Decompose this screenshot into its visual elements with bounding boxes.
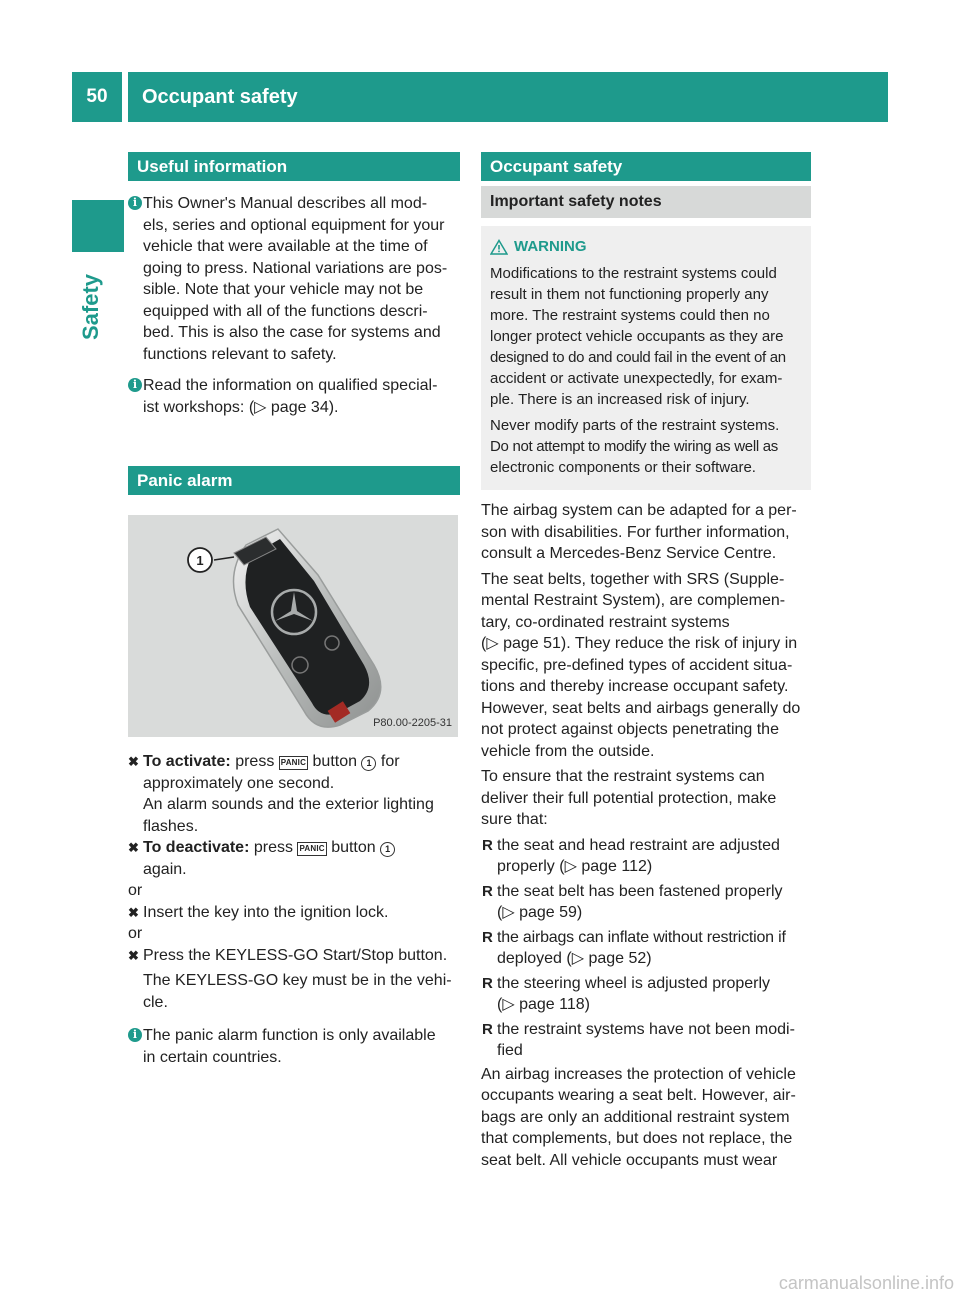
text-line: (▷ page 118): [497, 996, 590, 1013]
warning-title-text: WARNING: [514, 238, 587, 255]
text-line: mental Restraint System), are complemen-: [481, 592, 786, 609]
panic-key-icon: PANIC: [297, 842, 326, 856]
text-line: the steering wheel is adjusted properly: [497, 974, 771, 992]
or-text: or: [128, 882, 143, 899]
step-press-keyless: [128, 945, 460, 1014]
watermark: carmanualsonline.info: [778, 1273, 954, 1293]
text-line: functions relevant to safety.: [143, 345, 337, 363]
list-item: [481, 973, 811, 1016]
text-line: cle.: [143, 993, 168, 1011]
text-line: fied: [497, 1042, 523, 1059]
text-line: vehicle from the outside.: [481, 742, 655, 760]
bullet-icon: R: [482, 928, 493, 946]
page-title: Occupant safety: [128, 72, 888, 122]
text-line: The KEYLESS-GO key must be in the vehi-: [143, 972, 452, 989]
text-line: going to press. National variations are pos-: [143, 259, 448, 277]
text-line: deliver their full potential protection, make: [481, 789, 777, 807]
important-safety-notes-heading: Important safety notes: [481, 186, 811, 218]
text-line: Never modify parts of the restraint systems.: [490, 417, 780, 434]
text-line: An airbag increases the protection of vehicle: [481, 1065, 796, 1083]
arrow-icon: ✖: [128, 947, 139, 963]
step-insert-key: [128, 902, 460, 924]
text-line: bags are only an additional restraint system: [481, 1108, 790, 1126]
step-deactivate: [128, 837, 460, 880]
text-line: the seat belt has been fastened properly: [497, 882, 783, 900]
info-icon: i: [128, 378, 142, 392]
callout-number: 1: [196, 553, 204, 568]
list-item: [481, 881, 811, 924]
or-text: or: [128, 925, 143, 942]
callout-number: 1: [361, 756, 376, 771]
text-line: longer protect vehicle occupants as they are: [490, 328, 784, 345]
text-line: However, seat belts and airbags generally do: [481, 699, 801, 717]
callout-number: 1: [380, 842, 395, 857]
text-line: properly (▷ page 112): [497, 858, 653, 875]
step-activate: [128, 751, 460, 837]
occupant-safety-heading: Occupant safety: [481, 152, 811, 181]
paragraph: [481, 1064, 811, 1172]
text-line: seat belt. All vehicle occupants must wear: [481, 1151, 778, 1169]
info-icon: i: [128, 196, 142, 210]
list-item: [481, 927, 811, 970]
text-line: not protect against objects penetrating the: [481, 721, 779, 738]
side-tab: [72, 262, 124, 342]
mercedes-key-illustration: [128, 515, 458, 737]
paragraph: [481, 500, 811, 565]
paragraph: [481, 766, 811, 831]
text-line: specific, pre-defined types of accident situa-: [481, 656, 793, 674]
text-line: The panic alarm function is only available: [143, 1027, 436, 1044]
bullet-icon: R: [482, 974, 493, 992]
info-icon: i: [128, 1028, 142, 1042]
text: press: [235, 753, 275, 770]
arrow-icon: ✖: [128, 904, 139, 920]
bullet-icon: R: [482, 882, 493, 900]
text-line: flashes.: [143, 817, 199, 835]
text-line: in certain countries.: [143, 1048, 282, 1066]
text-line: the restraint systems have not been modi-: [497, 1020, 795, 1038]
paragraph: [481, 569, 811, 763]
bullet-list: [481, 835, 811, 1062]
text-line: ple. There is an increased risk of injury.: [490, 391, 750, 408]
panic-alarm-heading: Panic alarm: [128, 466, 460, 495]
step-label: To activate:: [143, 753, 231, 770]
text-line: This Owner's Manual describes all mod-: [143, 195, 428, 212]
text-line: designed to do and could fail in the event of an: [490, 349, 786, 366]
text-line: tions and thereby increase occupant safety.: [481, 678, 789, 695]
useful-info-heading: Useful information: [128, 152, 460, 181]
info-note-2: [128, 375, 460, 418]
warning-box: [481, 226, 811, 490]
text-line: An alarm sounds and the exterior lighting: [143, 796, 434, 813]
warning-title: [490, 236, 803, 257]
step-label: To deactivate:: [143, 839, 250, 856]
text-line: Insert the key into the ignition lock.: [143, 903, 389, 921]
text-line: sible. Note that your vehicle may not be: [143, 281, 424, 298]
text-line: (▷ page 59): [497, 904, 583, 921]
panic-key-icon: PANIC: [279, 756, 308, 770]
text-line: bed. This is also the case for systems and: [143, 324, 441, 341]
text-line: equipped with all of the functions descri-: [143, 302, 428, 320]
text: press: [253, 839, 293, 856]
key-photo: [128, 515, 458, 737]
text-line: result in them not functioning properly any: [490, 286, 769, 303]
text-line: more. The restraint systems could then no: [490, 307, 770, 324]
text-line: ist workshops: (▷ page 34).: [143, 398, 339, 416]
bullet-icon: R: [482, 836, 493, 854]
text-line: son with disabilities. For further information,: [481, 523, 790, 541]
text-line: Press the KEYLESS-GO Start/Stop button.: [143, 946, 448, 964]
text: button: [312, 753, 357, 770]
text-line: Do not attempt to modify the wiring as well as: [490, 438, 779, 455]
bullet-icon: R: [482, 1020, 493, 1038]
text-line: accident or activate unexpectedly, for exam-: [490, 370, 783, 387]
text-line: The airbag system can be adapted for a per-: [481, 502, 797, 519]
text-line: (▷ page 51). They reduce the risk of injury in: [481, 635, 798, 652]
image-code: P80.00-2205-31: [373, 716, 452, 729]
text-line: els, series and optional equipment for your: [143, 216, 445, 234]
text: for: [380, 753, 400, 770]
text-line: electronic components or their software.: [490, 459, 756, 476]
text-line: tary, co-ordinated restraint systems: [481, 613, 730, 631]
text-line: the seat and head restraint are adjusted: [497, 836, 780, 854]
text-line: occupants wearing a seat belt. However, air-: [481, 1087, 796, 1104]
text-line: the airbags can inflate without restriction if: [497, 928, 786, 946]
arrow-icon: ✖: [128, 754, 139, 769]
text-line: vehicle that were available at the time of: [143, 238, 428, 255]
text-line: Read the information on qualified special-: [143, 377, 438, 394]
text: button: [331, 839, 376, 856]
info-note-1: [128, 193, 460, 365]
list-item: [481, 1019, 811, 1062]
text-line: approximately one second.: [143, 774, 335, 792]
list-item: [481, 835, 811, 878]
arrow-icon: ✖: [128, 840, 139, 855]
text-line: Modifications to the restraint systems could: [490, 265, 777, 282]
info-note-3: [128, 1025, 460, 1068]
text-line: that complements, but does not replace, the: [481, 1130, 793, 1147]
side-tab-label: Safety: [78, 273, 103, 340]
text-line: To ensure that the restraint systems can: [481, 768, 765, 785]
text-line: sure that:: [481, 811, 548, 828]
side-tab-block: [72, 200, 124, 252]
text-line: again.: [143, 860, 187, 878]
left-column: [128, 152, 460, 1068]
warning-triangle-icon: [490, 239, 508, 255]
page-number: 50: [72, 72, 122, 122]
right-column: [481, 152, 811, 1171]
text-line: The seat belts, together with SRS (Supple-: [481, 570, 785, 588]
text-line: deployed (▷ page 52): [497, 950, 652, 967]
text-line: consult a Mercedes-Benz Service Centre.: [481, 545, 777, 562]
